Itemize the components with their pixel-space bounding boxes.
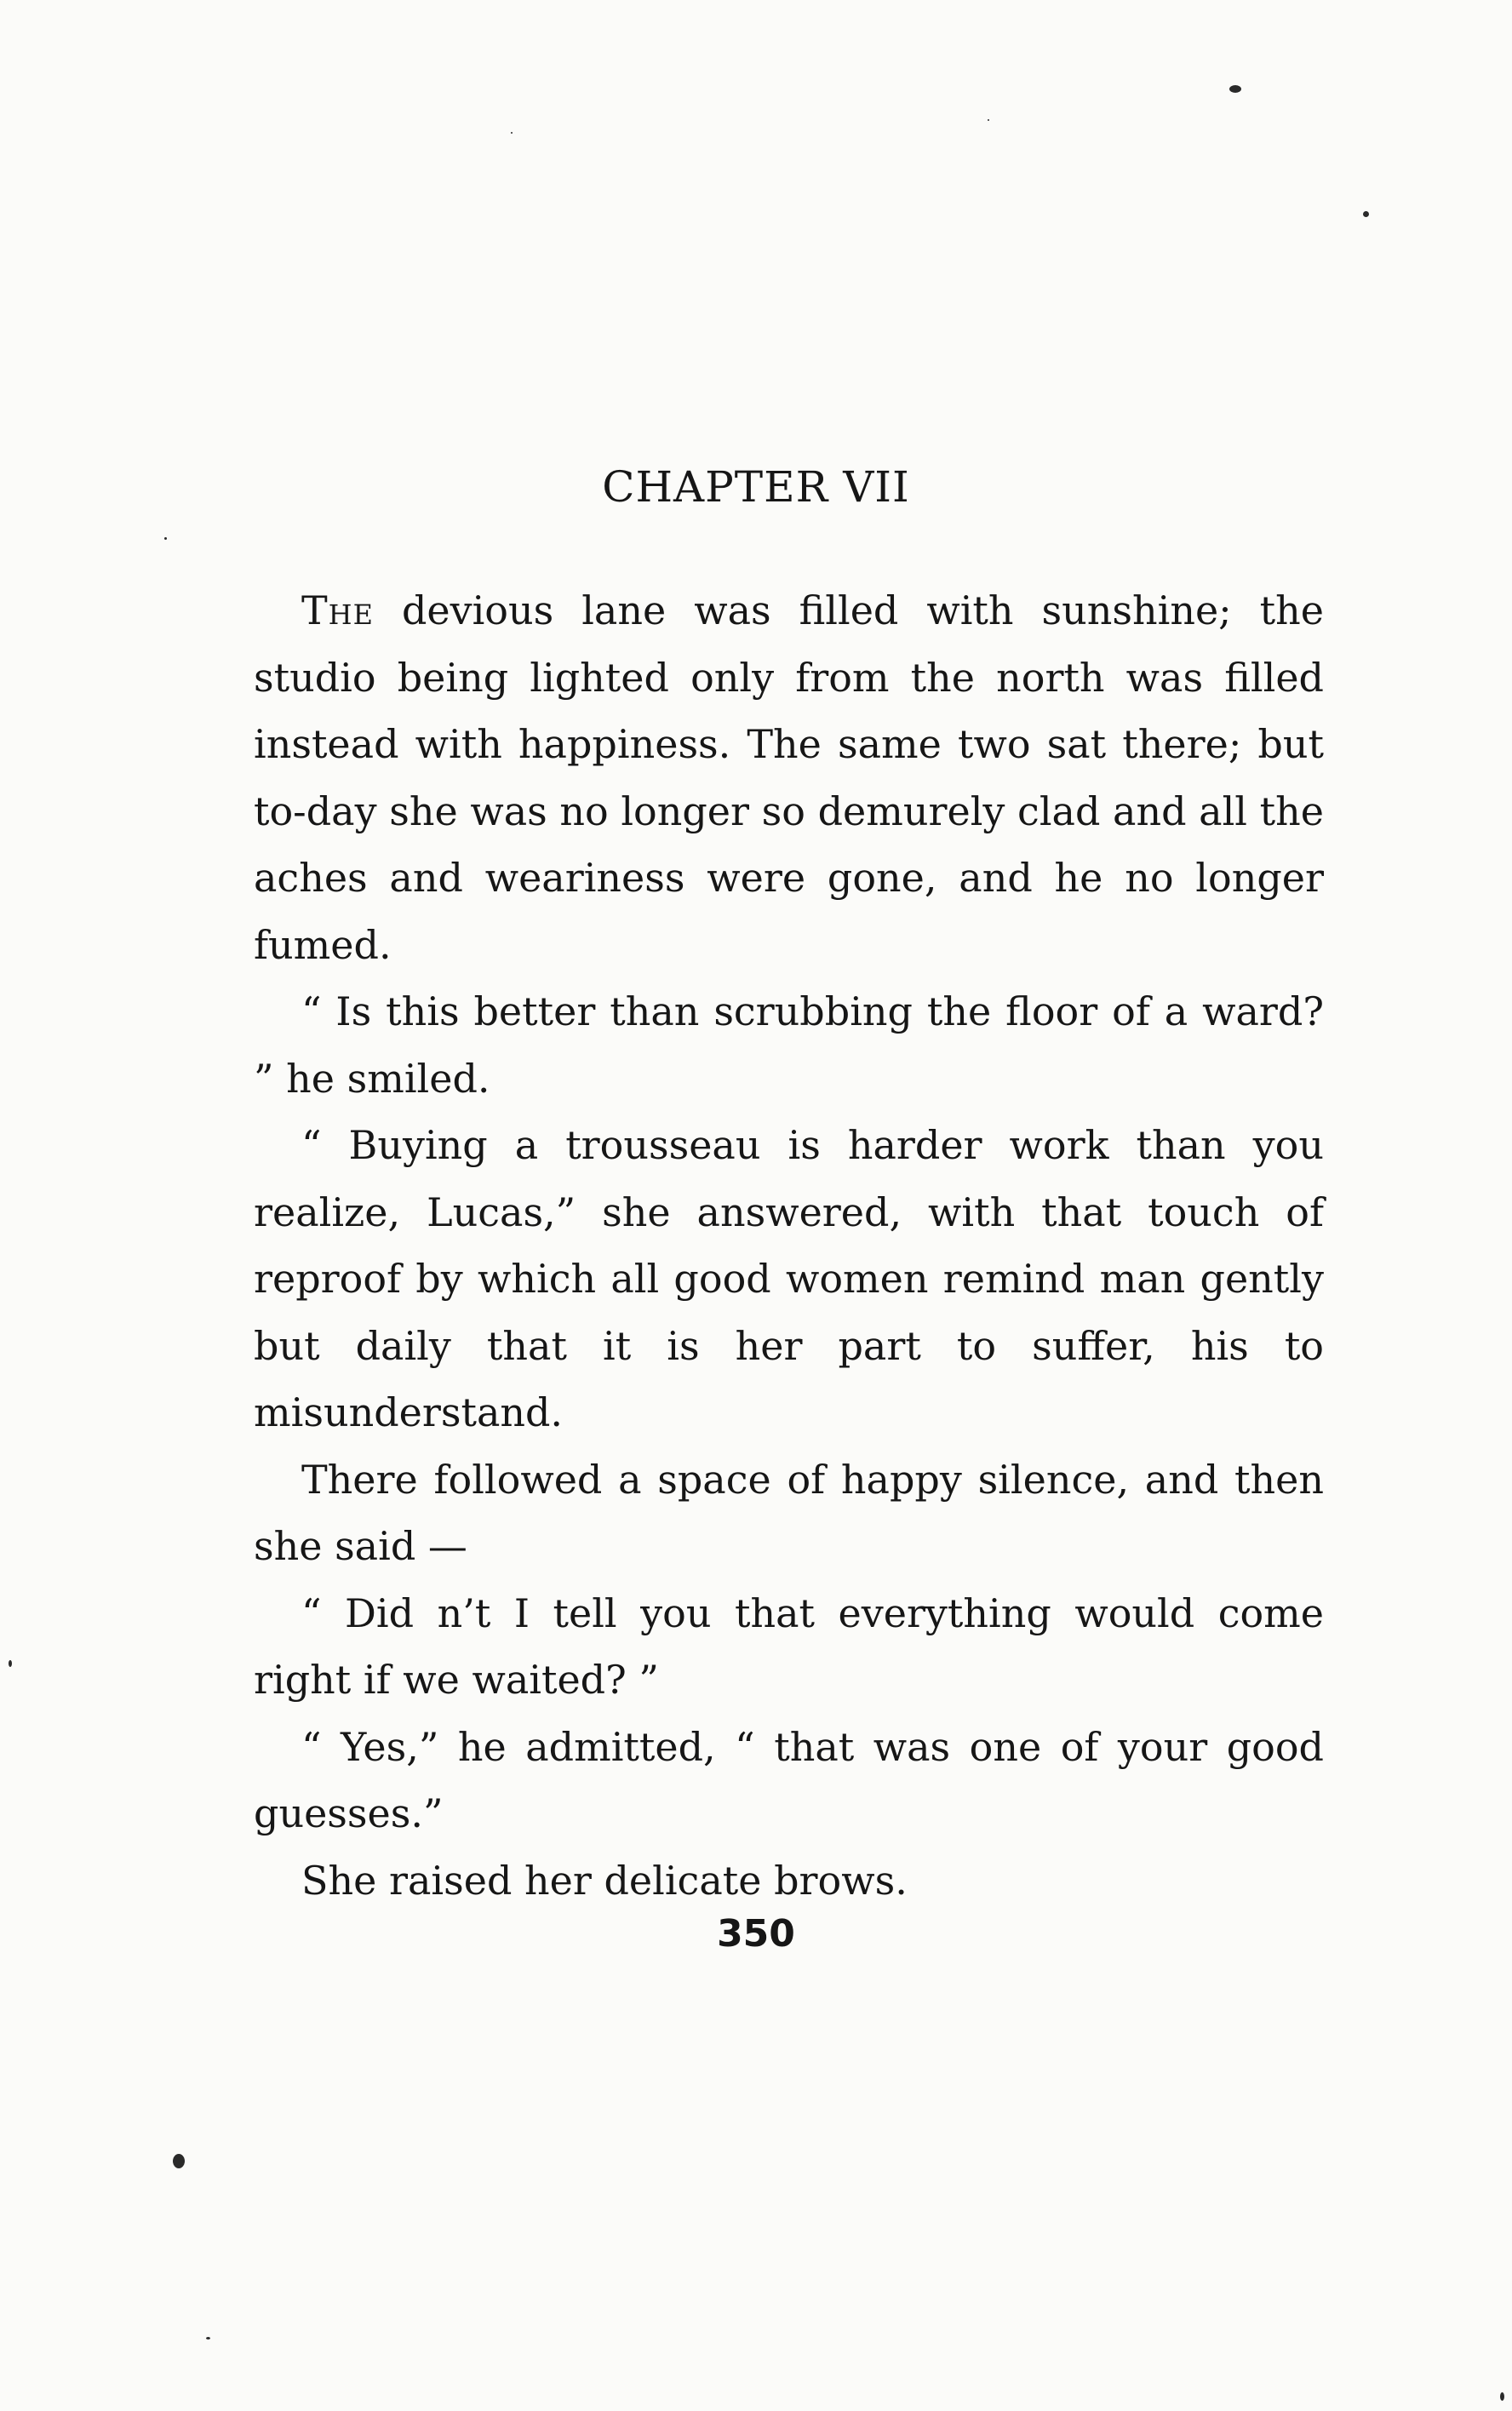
paragraph-4: There followed a space of happy silence, and then she said — [254, 1456, 1324, 1569]
scan-speck [173, 2154, 185, 2168]
scan-speck [1229, 85, 1241, 93]
paragraph-1 [254, 577, 1324, 978]
paragraph-text: devious lane was filled with sunshine; the studio being lighted only from the north was filled instead with happiness. The same two sat there; but to-day she was no longer so demurely clad and all the aches and weariness were gone, and he no longer fumed. [254, 587, 1324, 968]
chapter-heading: CHAPTER VII [602, 462, 910, 512]
scan-speck [511, 132, 513, 134]
scan-speck [1500, 2392, 1504, 2401]
paragraph-7: She raised her delicate brows. [301, 1857, 908, 1904]
drop-word: The [301, 587, 374, 633]
scan-speck [1363, 211, 1369, 217]
page-number: 350 [717, 1912, 795, 1956]
scan-speck [206, 2337, 210, 2339]
paragraph-3: “ Buying a trousseau is harder work than you realize, Lucas,” she answered, with that touch of reproof by which all good women remind man gently but daily that it is her part to suffer, his to misunderstand. [254, 1122, 1324, 1435]
body-text [254, 577, 1324, 1914]
paragraph-2: “ Is this better than scrubbing the floor of a ward? ” he smiled. [254, 988, 1324, 1102]
paragraph-5: “ Did n’t I tell you that everything would come right if we waited? ” [254, 1589, 1324, 1703]
scan-speck [9, 1660, 12, 1667]
scan-speck [988, 119, 989, 121]
scan-speck [164, 537, 167, 540]
paragraph-6: “ Yes,” he admitted, “ that was one of your good guesses.” [254, 1723, 1324, 1836]
